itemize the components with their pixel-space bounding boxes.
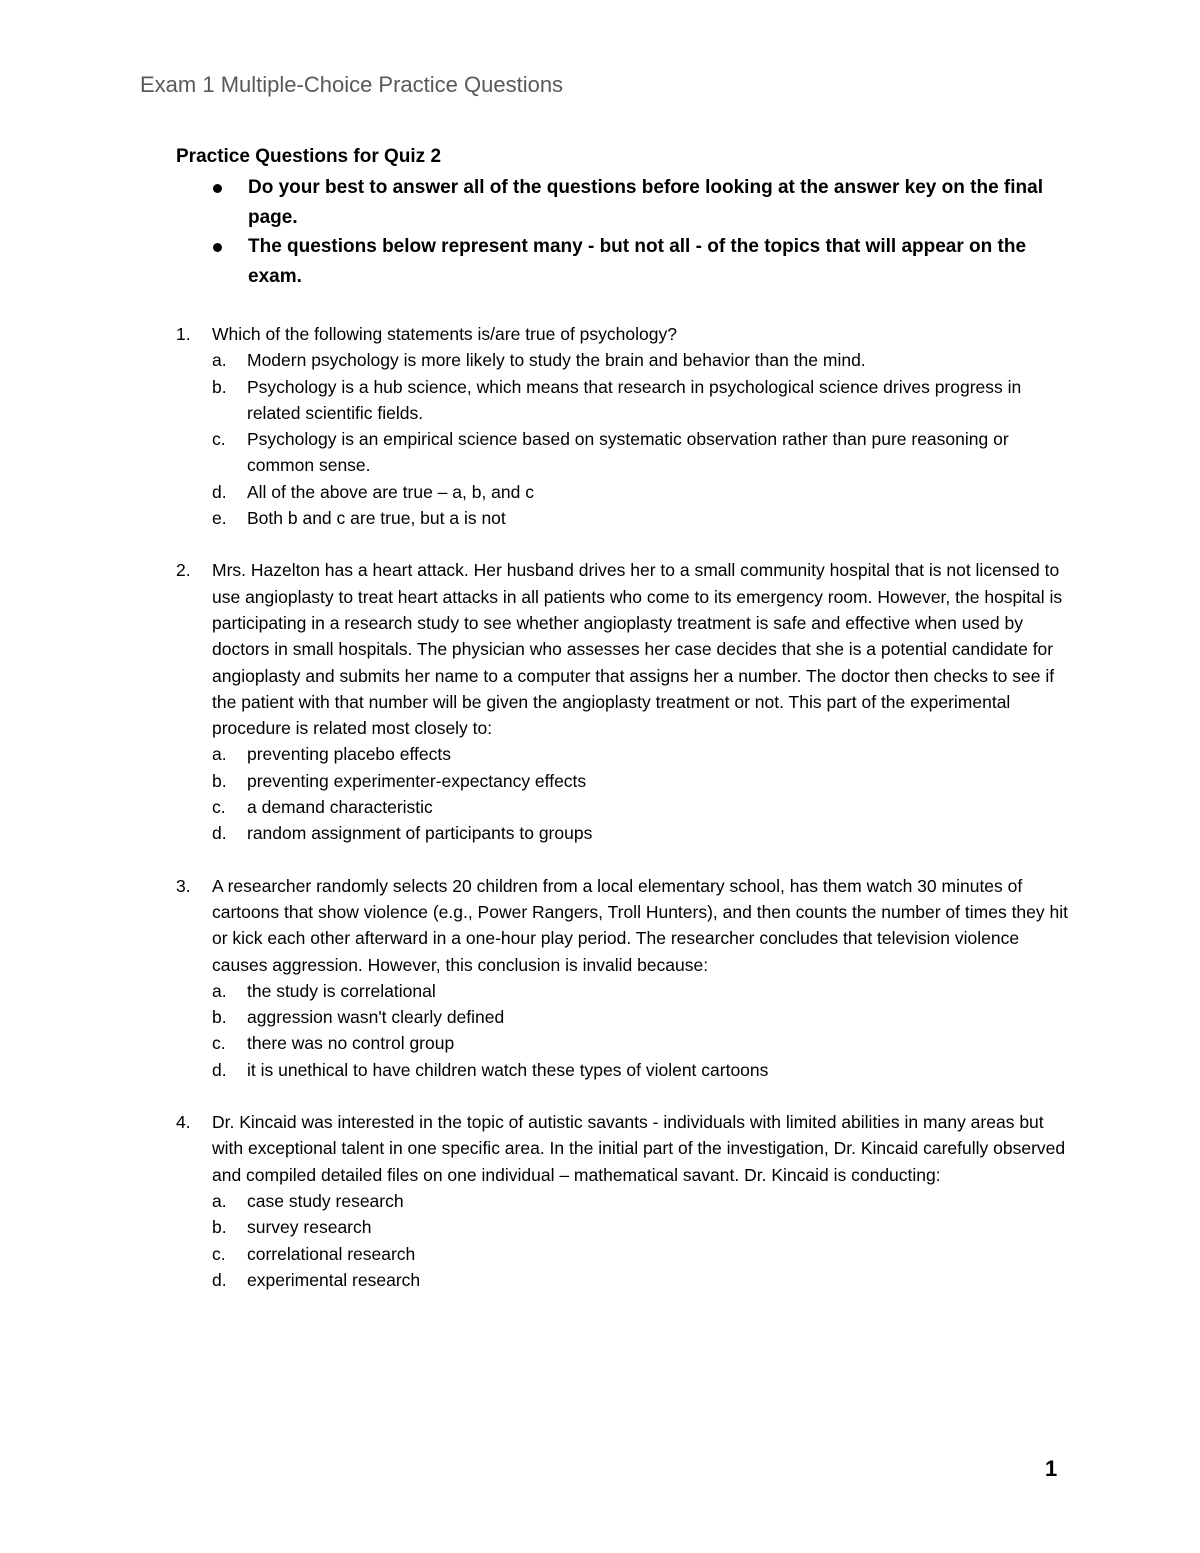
question-number: 1. <box>176 324 191 344</box>
option-text: All of the above are true – a, b, and c <box>247 481 534 502</box>
option-text: preventing experimenter-expectancy effects <box>247 770 587 791</box>
option-label: b. <box>212 1217 227 1238</box>
option-label: a. <box>212 744 227 765</box>
answer-option <box>212 794 1076 820</box>
answer-option <box>212 978 1076 1004</box>
option-text: a demand characteristic <box>247 797 433 818</box>
option-text: Modern psychology is more likely to study the brain and behavior than the mind. <box>247 350 866 371</box>
question-text: Which of the following statements is/are true of psychology? <box>212 324 677 344</box>
instruction-text: Do your best to answer all of the questions before looking at the answer key on the final page. <box>248 177 1043 228</box>
question-3 <box>176 873 1076 1083</box>
option-label: b. <box>212 770 227 791</box>
option-text: it is unethical to have children watch these types of violent cartoons <box>247 1059 769 1080</box>
answer-option <box>212 1030 1076 1056</box>
bullet-icon <box>213 184 222 193</box>
bullet-icon <box>213 243 222 252</box>
instruction-text: The questions below represent many - but not all - of the topics that will appear on the exam. <box>248 236 1027 287</box>
option-label: b. <box>212 376 227 397</box>
option-label: d. <box>212 481 227 502</box>
answer-option <box>212 1267 1076 1293</box>
option-text: the study is correlational <box>247 980 436 1001</box>
option-text: Psychology is a hub science, which means that research in psychological science drives progress in related scientific fields. <box>247 376 1022 423</box>
document-body <box>176 143 1076 1319</box>
question-number: 3. <box>176 875 191 896</box>
answer-option <box>212 820 1076 846</box>
option-text: preventing placebo effects <box>247 744 451 765</box>
answer-option <box>212 426 1076 479</box>
answer-option <box>212 1004 1076 1030</box>
option-text: correlational research <box>247 1243 416 1264</box>
option-label: a. <box>212 350 227 371</box>
answer-option <box>212 347 1076 373</box>
question-number: 4. <box>176 1112 191 1133</box>
question-number: 2. <box>176 560 191 581</box>
option-text: Both b and c are true, but a is not <box>247 508 506 529</box>
option-label: c. <box>212 1033 226 1054</box>
option-label: b. <box>212 1007 227 1028</box>
option-text: aggression wasn't clearly defined <box>247 1007 505 1028</box>
question-1 <box>176 321 1076 531</box>
option-label: a. <box>212 980 227 1001</box>
option-label: d. <box>212 823 227 844</box>
instruction-item <box>176 232 1076 291</box>
page-header: Exam 1 Multiple-Choice Practice Questions <box>140 72 564 97</box>
answer-option <box>212 505 1076 531</box>
option-text: case study research <box>247 1190 404 1211</box>
question-text: Mrs. Hazelton has a heart attack. Her husband drives her to a small community hospital that is not licensed to use angioplasty to treat heart attacks in all patients who come to its emergency room. However, the hospital is participating in a research study to see whether angioplasty treatment is safe and effective when used by doctors in small hospitals. The physician who assesses her case decides that she is a potential candidate for angioplasty and submits her name to a computer that assigns her a number. The doctor then checks to see if the patient with that number will be given the angioplasty treatment or not. This part of the experimental procedure is related most closely to: <box>212 560 1063 739</box>
instruction-item <box>176 173 1076 232</box>
option-text: Psychology is an empirical science based on systematic observation rather than pure reasoning or common sense. <box>247 429 1009 476</box>
option-label: a. <box>212 1190 227 1211</box>
answer-option <box>212 1188 1076 1214</box>
option-text: experimental research <box>247 1269 421 1290</box>
answer-option <box>212 1241 1076 1267</box>
answer-option <box>212 741 1076 767</box>
option-text: random assignment of participants to groups <box>247 823 593 844</box>
answer-option <box>212 479 1076 505</box>
section-title: Practice Questions for Quiz 2 <box>176 146 442 167</box>
question-text: A researcher randomly selects 20 children from a local elementary school, has them watch 30 minutes of cartoons that show violence (e.g., Power Rangers, Troll Hunters), and then counts the number of times they hit or kick each other afterward in a one-hour play period. The researcher concludes that television violence causes aggression. However, this conclusion is invalid because: <box>212 875 1068 975</box>
instruction-list <box>176 173 1076 291</box>
answer-option <box>212 374 1076 427</box>
option-label: c. <box>212 429 226 450</box>
option-label: e. <box>212 508 227 529</box>
option-label: c. <box>212 797 226 818</box>
answer-option <box>212 1214 1076 1240</box>
option-label: d. <box>212 1059 227 1080</box>
question-4 <box>176 1109 1076 1293</box>
question-text: Dr. Kincaid was interested in the topic of autistic savants - individuals with limited abilities in many areas but with exceptional talent in one specific area. In the initial part of the investigation, Dr. Kincaid carefully observed and compiled detailed files on one individual – mathematical savant. Dr. Kincaid is conducting: <box>212 1112 1066 1185</box>
page-number: 1 <box>1045 1456 1058 1481</box>
option-text: there was no control group <box>247 1033 455 1054</box>
question-list <box>176 321 1076 1293</box>
option-label: c. <box>212 1243 226 1264</box>
answer-option <box>212 768 1076 794</box>
option-label: d. <box>212 1269 227 1290</box>
answer-option <box>212 1057 1076 1083</box>
question-2 <box>176 557 1076 846</box>
option-text: survey research <box>247 1217 372 1238</box>
